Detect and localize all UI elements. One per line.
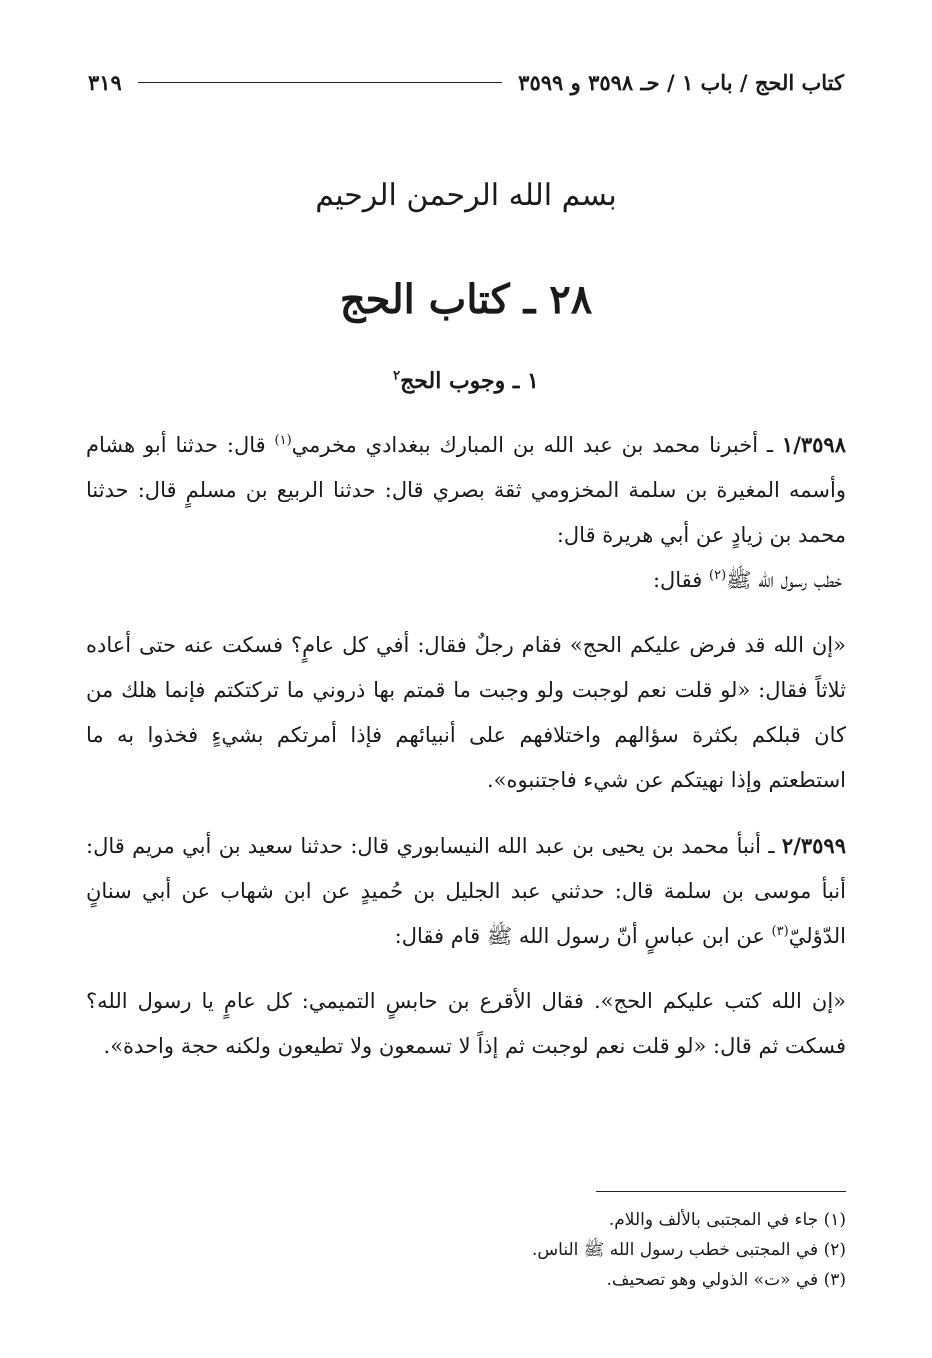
hadith-2-chain <box>86 823 846 959</box>
header-rule <box>138 82 502 83</box>
footnote-1: (١) جاء في المجتبى بالألف واللام. <box>608 1210 846 1230</box>
footnote-rule <box>596 1191 846 1192</box>
footnote-ref-3: (٣) <box>771 924 789 939</box>
hadith-1-chain <box>86 422 846 558</box>
running-title: كتاب الحج / باب ١ / حـ ٣٥٩٨ و ٣٥٩٩ <box>518 70 844 95</box>
hadith-2-chain-text-b: عن ابن عباسٍ أنّ رسول الله ﷺ قام فقال: <box>394 924 772 948</box>
running-header <box>88 70 844 95</box>
footnote-ref-1: (١) <box>274 433 292 448</box>
footnote-3: (٣) في «ت» الذولي وهو تصحيف. <box>606 1270 846 1290</box>
chapter-title: ١ ـ وجوب الحج <box>400 368 539 394</box>
hadith-1-chain-text-b: قال: حدثنا أبو هشام وأسمه المغيرة بن سلمة المخزومي ثقة بصري قال: حدثنا الربيع بن مسلمٍ قال: حدثنا محمد بن زيادٍ عن أبي هريرة قال: <box>86 433 846 547</box>
hadith-2-number: ٢/٣٥٩٩ <box>781 833 846 858</box>
hadith-2-chain-text-a: ـ أنبأ محمد بن يحيى بن عبد الله النيسابوري قال: حدثنا سعيد بن أبي مريم قال: أنبأ موسى بن سلمة قال: حدثني عبد الجليل بن حُميدٍ عن ابن شهاب عن أبي سنانٍ الدّؤليّ <box>86 834 846 948</box>
basmala: بسم الله الرحمن الرحيم <box>315 178 617 213</box>
hadith-1-matn: «إن الله قد فرض عليكم الحج» فقام رجلٌ فقال: أفي كل عامٍ؟ فسكت عنه حتى أعاده ثلاثاً فقال: «لو قلت نعم لوجبت ولو وجبت ما قمتم بها ذروني ما تركتكتم فإنما هلك من كان قبلكم بكثرة سؤالهم واختلافهم على أنبيائهم فإذا أمرتكم بشيءٍ فخذوا به ما استطعتم وإذا نهيتكم عن شيء فاجتنبوه». <box>86 633 846 792</box>
footnote-2: (٢) في المجتبى خطب رسول الله ﷺ الناس. <box>532 1240 846 1260</box>
main-text <box>86 422 846 1069</box>
page-number: ٣١٩ <box>88 70 122 95</box>
hadith-1-intro-text-b: فقال: <box>652 568 710 592</box>
footnote-ref-2: (٢) <box>709 568 727 583</box>
hadith-1-intro <box>86 558 846 603</box>
hadith-2-matn: «إن الله كتب عليكم الحج». فقال الأقرع بن حابسٍ التميمي: كل عامٍ يا رسول الله؟ فسكت ثم قال: «لو قلت نعم لوجبت ثم إذاً لا تسمعون ولا تطيعون ولكنه حجة واحدة». <box>86 989 846 1058</box>
chapter-heading <box>0 368 932 394</box>
hadith-1-intro-text-a: خطب رسول الله ﷺ <box>726 568 842 592</box>
chapter-title-note: ٢ <box>393 368 401 384</box>
hadith-1-chain-text-a: ـ أخبرنا محمد بن عبد الله بن المبارك ببغدادي مخرمي <box>291 433 782 457</box>
book-title: ٢٨ ـ كتاب الحج <box>339 276 593 323</box>
footnotes <box>86 1205 846 1295</box>
hadith-1-number: ١/٣٥٩٨ <box>781 432 846 457</box>
